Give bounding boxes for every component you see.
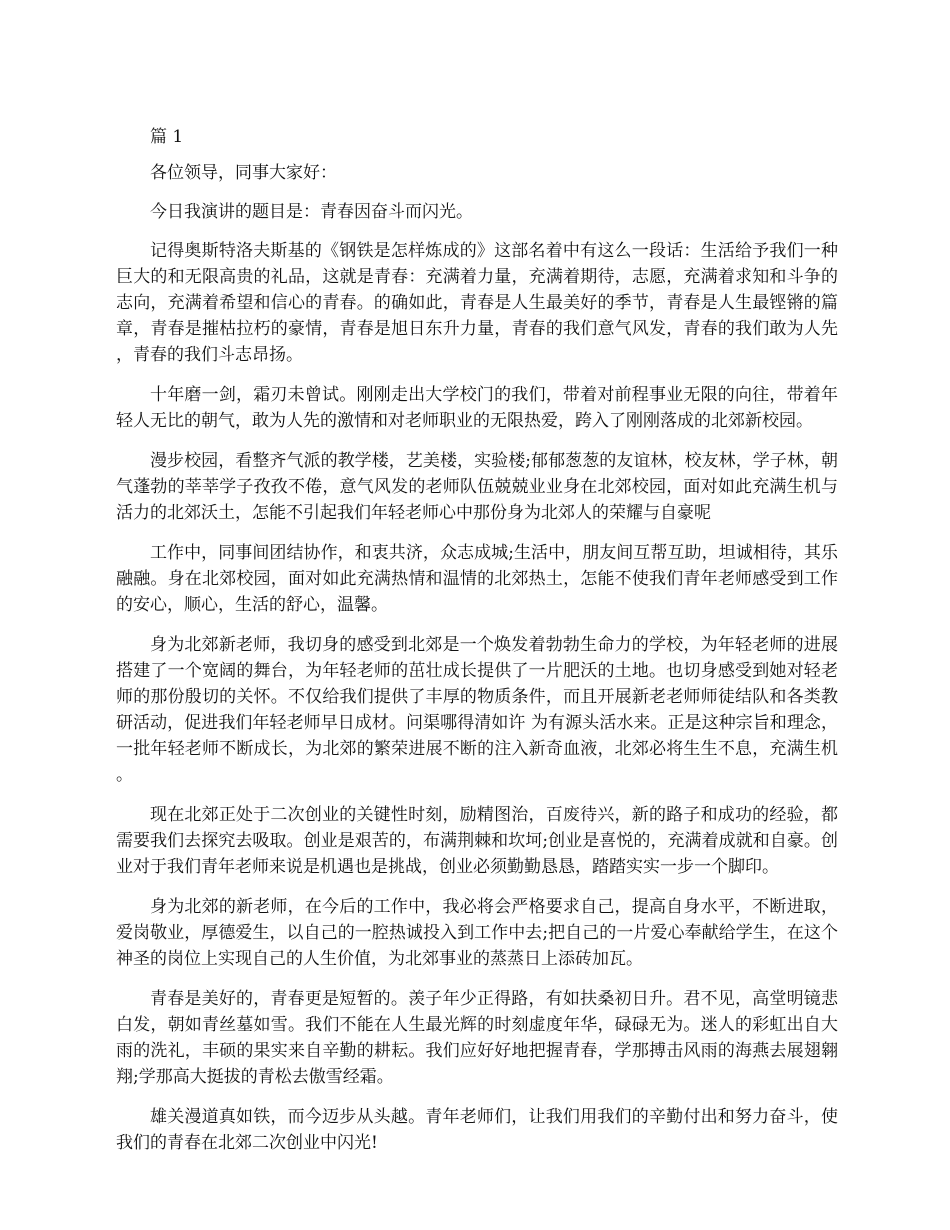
paragraph: 现在北郊正处于二次创业的关键性时刻，励精图治，百废待兴，新的路子和成功的经验，都需要我们去探究去吸取。创业是艰苦的，布满荆棘和坎坷;创业是喜悦的，充满着成就和自豪。创业对于我们青年老师来说是机遇也是挑战，创业必须勤勤恳恳，踏踏实实一步一个脚印。 <box>116 805 838 877</box>
paragraph: 身为北郊的新老师，在今后的工作中，我必将会严格要求自己，提高自身水平，不断进取，爱岗敬业，厚德爱生，以自己的一腔热诚投入到工作中去;把自己的一片爱心奉献给学生，在这个神圣的岗位上实现自己的人生价值，为北郊事业的蒸蒸日上添砖加瓦。 <box>116 897 838 969</box>
paragraph: 雄关漫道真如铁，而今迈步从头越。青年老师们，让我们用我们的辛勤付出和努力奋斗，使我们的青春在北郊二次创业中闪光! <box>116 1107 838 1153</box>
paragraph: 身为北郊新老师，我切身的感受到北郊是一个焕发着勃勃生命力的学校，为年轻老师的进展搭建了一个宽阔的舞台，为年轻老师的茁壮成长提供了一片肥沃的土地。也切身感受到她对轻老师的那份殷切的关怀。不仅给我们提供了丰厚的物质条件，而且开展新老老师师徒结队和各类教研活动，促进我们年轻老师早日成材。问渠哪得清如许 为有源头活水来。正是这种宗旨和理念，一批年轻老师不断成长，为北郊的繁荣进展不断的注入新奇血液，北郊必将生生不息，充满生机。 <box>116 635 838 785</box>
paragraph: 记得奥斯特洛夫斯基的《钢铁是怎样炼成的》这部名着中有这么一段话：生活给予我们一种巨大的和无限高贵的礼品，这就是青春：充满着力量，充满着期待，志愿，充满着求知和斗争的志向，充满着希望和信心的青春。的确如此，青春是人生最美好的季节，青春是人生最铿锵的篇章，青春是摧枯拉朽的豪情，青春是旭日东升力量，青春的我们意气风发，青春的我们敢为人先，青春的我们斗志昂扬。 <box>116 241 838 365</box>
speech-topic: 今日我演讲的题目是：青春因奋斗而闪光。 <box>150 202 473 222</box>
paragraph: 漫步校园，看整齐气派的教学楼，艺美楼，实验楼;郁郁葱葱的友谊林，校友林，学子林，朝气蓬勃的莘莘学子孜孜不倦，意气风发的老师队伍兢兢业业身在北郊校园，面对如此充满生机与活力的北郊沃土，怎能不引起我们年轻老师心中那份身为北郊人的荣耀与自豪呢 <box>116 451 838 523</box>
salutation: 各位领导，同事大家好： <box>150 163 337 183</box>
paragraph: 十年磨一剑，霜刃未曾试。刚刚走出大学校门的我们，带着对前程事业无限的向往，带着年轻人无比的朝气，敢为人先的激情和对老师职业的无限热爱，跨入了刚刚落成的北郊新校园。 <box>116 385 838 431</box>
document-body <box>116 124 838 1170</box>
paragraph: 青春是美好的，青春更是短暂的。羡子年少正得路，有如扶桑初日升。君不见，高堂明镜悲白发，朝如青丝墓如雪。我们不能在人生最光辉的时刻虚度年华，碌碌无为。迷人的彩虹出自大雨的洗礼，丰硕的果实来自辛勤的耕耘。我们应好好地把握青春，学那搏击风雨的海燕去展翅翱翔;学那高大挺拔的青松去傲雪经霜。 <box>116 989 838 1087</box>
paragraph: 工作中，同事间团结协作，和衷共济，众志成城;生活中，朋友间互帮互助，坦诚相待，其乐融融。身在北郊校园，面对如此充满热情和温情的北郊热土，怎能不使我们青年老师感受到工作的安心，顺心，生活的舒心，温馨。 <box>116 543 838 615</box>
section-heading: 篇 1 <box>150 127 184 147</box>
